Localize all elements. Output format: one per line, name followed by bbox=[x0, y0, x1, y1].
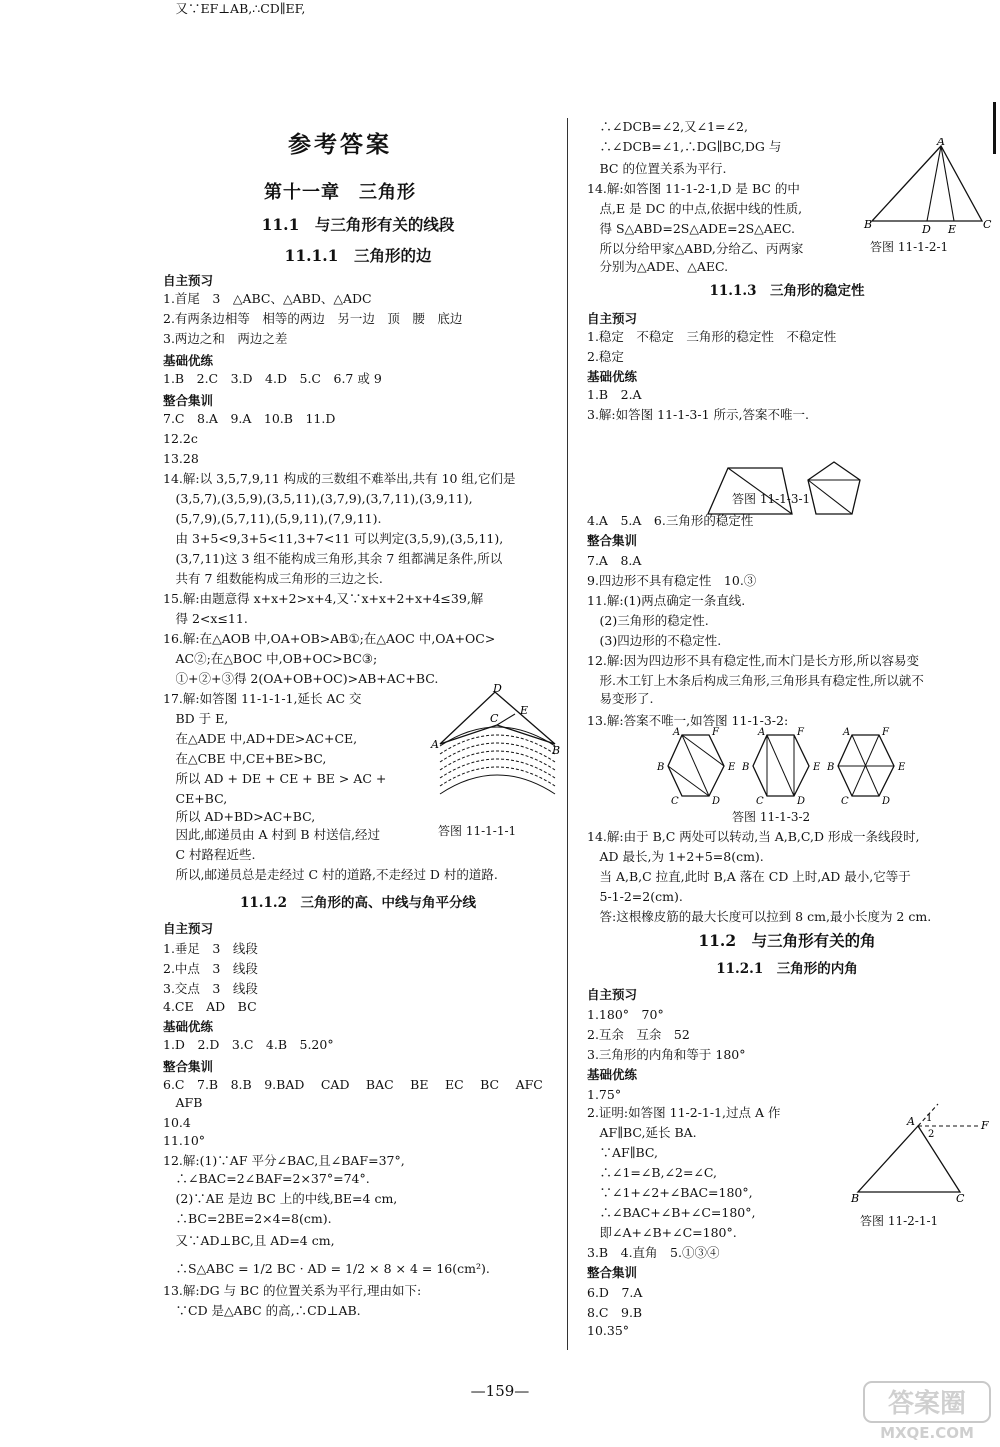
answer-line: 即∠A+∠B+∠C=180°. bbox=[587, 1225, 737, 1240]
svg-text:D: D bbox=[797, 796, 806, 804]
svg-text:A: A bbox=[758, 727, 766, 738]
section-label: 整合集训 bbox=[163, 393, 214, 408]
answer-line: 1.B 2.A bbox=[587, 387, 642, 402]
svg-text:E: E bbox=[898, 762, 906, 773]
svg-text:D: D bbox=[922, 223, 931, 233]
svg-text:A: A bbox=[843, 727, 851, 738]
svg-text:A: A bbox=[937, 138, 945, 148]
answer-line: 2.有两条边相等 相等的两边 另一边 顶 腰 底边 bbox=[163, 311, 463, 326]
answer-line: 14.解:以 3,5,7,9,11 构成的三数组不难举出,共有 10 组,它们是 bbox=[163, 471, 516, 486]
answer-line: 1.180° 70° bbox=[587, 1007, 664, 1022]
answer-line: ∴∠DCB=∠2,又∠1=∠2, bbox=[587, 119, 748, 134]
answer-line: 易变形了. bbox=[587, 691, 654, 706]
answer-line: 3.三角形的内角和等于 180° bbox=[587, 1047, 746, 1062]
page-number: —159— bbox=[470, 1382, 530, 1400]
svg-text:E: E bbox=[728, 762, 736, 773]
answer-line: 在△ADE 中,AD+DE>AC+CE, bbox=[163, 731, 358, 746]
page-title: 参考答案 bbox=[288, 131, 392, 158]
svg-text:D: D bbox=[712, 796, 721, 804]
answer-line: 形.木工钉上木条后构成三角形,三角形具有稳定性,所以就不 bbox=[587, 673, 924, 688]
svg-text:B: B bbox=[657, 762, 665, 773]
section-label: 自主预习 bbox=[587, 987, 638, 1002]
answer-line: 7.A 8.A bbox=[587, 553, 642, 568]
answer-line: 1.稳定 不稳定 三角形的稳定性 不稳定性 bbox=[587, 329, 837, 344]
answer-line: 又∵AD⊥BC,且 AD=4 cm, bbox=[163, 1233, 335, 1248]
answer-line: 所以分给甲家△ABD,分给乙、丙两家 bbox=[587, 241, 804, 256]
answer-line: 所以 AD + DE + CE + BE > AC + bbox=[163, 771, 387, 786]
svg-text:E: E bbox=[520, 704, 529, 717]
svg-text:F: F bbox=[797, 727, 804, 738]
answer-line: AF∥BC,延长 BA. bbox=[587, 1125, 697, 1140]
answer-line: 共有 7 组数能构成三角形的三边之长. bbox=[163, 571, 383, 586]
answer-line: BC 的位置关系为平行. bbox=[587, 161, 727, 176]
answer-line: ∴∠1=∠B,∠2=∠C, bbox=[587, 1165, 717, 1180]
svg-text:F: F bbox=[712, 727, 719, 738]
answer-line: 分别为△ADE、△AEC. bbox=[587, 259, 729, 274]
caption-fig-11-1-3-2: 答图 11-1-3-2 bbox=[732, 810, 811, 824]
answer-line: 7.C 8.A 9.A 10.B 11.D bbox=[163, 411, 336, 426]
svg-text:MXQE.COM: MXQE.COM bbox=[880, 1424, 974, 1442]
answer-line: C 村路程近些. bbox=[163, 847, 256, 862]
answer-line: 12.2c bbox=[163, 431, 198, 446]
answer-line: (5,7,9),(5,7,11),(5,9,11),(7,9,11). bbox=[163, 511, 382, 526]
answer-line: 13.28 bbox=[163, 451, 199, 466]
answer-line: 4.A 5.A 6.三角形的稳定性 bbox=[587, 513, 754, 528]
answer-line: 14.解:由于 B,C 两处可以转动,当 A,B,C,D 形成一条线段时, bbox=[587, 829, 920, 844]
answer-line: 1.垂足 3 线段 bbox=[163, 941, 258, 956]
caption-fig-11-1-3-1: 答图 11-1-3-1 bbox=[732, 492, 811, 506]
answer-line: 16.解:在△AOB 中,OA+OB>AB①;在△AOC 中,OA+OC> bbox=[163, 631, 496, 646]
answer-line: CE+BC, bbox=[163, 791, 228, 806]
answer-line: AD 最长,为 1+2+5=8(cm). bbox=[587, 849, 764, 864]
figure-11-1-1-1 bbox=[430, 684, 565, 809]
figure-11-1-3-2 bbox=[654, 726, 914, 804]
svg-text:C: C bbox=[983, 218, 992, 231]
svg-text:B: B bbox=[742, 762, 750, 773]
answer-line: 又∵EF⊥AB,∴CD∥EF, bbox=[163, 1, 306, 16]
answer-line: 3.两边之和 两边之差 bbox=[163, 331, 288, 346]
answer-line: ∴∠BAC=2∠BAF=2×37°=74°. bbox=[163, 1171, 370, 1186]
answer-line: 1.75° bbox=[587, 1087, 622, 1102]
answer-line: (2)三角形的稳定性. bbox=[587, 613, 709, 628]
answer-line: 10.35° bbox=[587, 1323, 630, 1338]
answer-line: 得 S△ABD=2S△ADE=2S△AEC. bbox=[587, 221, 796, 236]
caption-fig-11-2-1-1: 答图 11-2-1-1 bbox=[860, 1214, 939, 1228]
answer-line: 2.证明:如答图 11-2-1-1,过点 A 作 bbox=[587, 1105, 781, 1120]
answer-line: ∵CD 是△ABC 的高,∴CD⊥AB. bbox=[163, 1303, 361, 1318]
svg-text:E: E bbox=[813, 762, 821, 773]
answer-line: 1.D 2.D 3.C 4.B 5.20° bbox=[163, 1037, 334, 1052]
answer-line: 点,E 是 DC 的中点,依据中线的性质, bbox=[587, 201, 803, 216]
answer-line: 1.首尾 3 △ABC、△ABD、△ADC bbox=[163, 291, 372, 306]
answer-line: 2.中点 3 线段 bbox=[163, 961, 258, 976]
svg-text:2: 2 bbox=[928, 1129, 935, 1140]
svg-text:A: A bbox=[673, 727, 681, 738]
section-label: 整合集训 bbox=[587, 1265, 638, 1280]
answer-line: (3)四边形的不稳定性. bbox=[587, 633, 722, 648]
answer-line: 答:这根橡皮筋的最大长度可以拉到 8 cm,最小长度为 2 cm. bbox=[587, 909, 932, 924]
answer-line: 14.解:如答图 11-1-2-1,D 是 BC 的中 bbox=[587, 181, 800, 196]
svg-text:C: C bbox=[956, 1192, 965, 1205]
answer-line: ∴S△ABC = 1/2 BC · AD = 1/2 × 8 × 4 = 16(cm²). bbox=[163, 1261, 490, 1276]
answer-line: 8.C 9.B bbox=[587, 1305, 643, 1320]
watermark-logo bbox=[862, 1380, 992, 1442]
svg-text:C: C bbox=[756, 796, 764, 804]
section-heading: 11.2.1 三角形的内角 bbox=[716, 961, 858, 977]
answer-line: 所以,邮递员总是走经过 C 村的道路,不走经过 D 村的道路. bbox=[163, 867, 498, 882]
answer-line: 2.稳定 bbox=[587, 349, 624, 364]
answer-line: AFB bbox=[163, 1095, 203, 1110]
answer-line: 3.B 4.直角 5.①③④ bbox=[587, 1245, 720, 1260]
answer-line: ∴∠DCB=∠1,∴DG∥BC,DG 与 bbox=[587, 139, 782, 154]
answer-line: 11.10° bbox=[163, 1133, 206, 1148]
caption-fig-11-1-2-1: 答图 11-1-2-1 bbox=[870, 240, 949, 254]
svg-text:A: A bbox=[431, 738, 439, 751]
section-label: 自主预习 bbox=[163, 273, 214, 288]
answer-line: 10.4 bbox=[163, 1115, 191, 1130]
answer-line: 17.解:如答图 11-1-1-1,延长 AC 交 bbox=[163, 691, 362, 706]
svg-text:A: A bbox=[907, 1115, 915, 1128]
answer-line: (3,5,7),(3,5,9),(3,5,11),(3,7,9),(3,7,11),(3,9,11), bbox=[163, 491, 473, 506]
answer-line: 在△CBE 中,CE+BE>BC, bbox=[163, 751, 327, 766]
section-heading: 11.2 与三角形有关的角 bbox=[698, 931, 876, 950]
answer-line: 所以 AD+BD>AC+BC, bbox=[163, 809, 316, 824]
section-heading: 11.1.2 三角形的高、中线与角平分线 bbox=[240, 895, 476, 911]
figure-11-1-2-1 bbox=[862, 138, 992, 233]
svg-text:B: B bbox=[864, 218, 873, 231]
svg-text:D: D bbox=[882, 796, 891, 804]
answer-line: 11.解:(1)两点确定一条直线. bbox=[587, 593, 746, 608]
answer-line: ①+②+③得 2(OA+OB+OC)>AB+AC+BC. bbox=[163, 671, 439, 686]
answer-line: 3.交点 3 线段 bbox=[163, 981, 258, 996]
answer-line: 15.解:由题意得 x+x+2>x+4,又∵x+x+2+x+4≤39,解 bbox=[163, 591, 484, 606]
page-edge-mark bbox=[993, 102, 996, 154]
answer-line: 4.CE AD BC bbox=[163, 999, 257, 1014]
answer-line: 2.互余 互余 52 bbox=[587, 1027, 690, 1042]
section-label: 基础优练 bbox=[163, 1019, 214, 1034]
section-label: 基础优练 bbox=[587, 1067, 638, 1082]
section-label: 自主预习 bbox=[587, 311, 638, 326]
svg-text:B: B bbox=[851, 1192, 860, 1205]
answer-line: (3,7,11)这 3 组不能构成三角形,其余 7 组都满足条件,所以 bbox=[163, 551, 503, 566]
svg-text:F: F bbox=[981, 1119, 989, 1132]
caption-fig-11-1-1-1: 答图 11-1-1-1 bbox=[438, 824, 517, 838]
answer-line: 13.解:DG 与 BC 的位置关系为平行,理由如下: bbox=[163, 1283, 422, 1298]
svg-text:1: 1 bbox=[926, 1113, 933, 1124]
section-label: 整合集训 bbox=[587, 533, 638, 548]
answer-line: ∵∠1+∠2+∠BAC=180°, bbox=[587, 1185, 753, 1200]
column-divider bbox=[567, 118, 568, 1350]
svg-text:C: C bbox=[841, 796, 849, 804]
answer-line: BD 于 E, bbox=[163, 711, 229, 726]
svg-text:C: C bbox=[671, 796, 679, 804]
answer-line: 3.解:如答图 11-1-3-1 所示,答案不唯一. bbox=[587, 407, 809, 422]
answer-line: AC②;在△BOC 中,OB+OC>BC③; bbox=[163, 651, 378, 666]
section-label: 基础优练 bbox=[163, 353, 214, 368]
answer-line: 因此,邮递员由 A 村到 B 村送信,经过 bbox=[163, 827, 381, 842]
section-heading: 11.1.3 三角形的稳定性 bbox=[709, 283, 865, 299]
answer-line: 13.解:答案不唯一,如答图 11-1-3-2: bbox=[587, 713, 789, 728]
answer-line: 6.D 7.A bbox=[587, 1285, 643, 1300]
figure-11-2-1-1 bbox=[848, 1092, 998, 1207]
answer-line: 6.C 7.B 8.B 9.BAD CAD BAC BE EC BC AFC bbox=[163, 1077, 543, 1092]
section-heading: 11.1.1 三角形的边 bbox=[284, 246, 432, 265]
answer-line: (2)∵AE 是边 BC 上的中线,BE=4 cm, bbox=[163, 1191, 398, 1206]
answer-line: 12.解:因为四边形不具有稳定性,而木门是长方形,所以容易变 bbox=[587, 653, 920, 668]
svg-text:答案圈: 答案圈 bbox=[887, 1389, 967, 1419]
svg-text:D: D bbox=[493, 684, 502, 695]
svg-text:E: E bbox=[948, 223, 957, 233]
answer-line: ∴∠BAC+∠B+∠C=180°, bbox=[587, 1205, 756, 1220]
answer-line: 得 2<x≤11. bbox=[163, 611, 248, 626]
section-label: 自主预习 bbox=[163, 921, 214, 936]
answer-line: 当 A,B,C 拉直,此时 B,A 落在 CD 上时,AD 最小,它等于 bbox=[587, 869, 911, 884]
svg-text:B: B bbox=[827, 762, 835, 773]
svg-text:F: F bbox=[882, 727, 889, 738]
answer-line: 由 3+5<9,3+5<11,3+7<11 可以判定(3,5,9),(3,5,11), bbox=[163, 531, 504, 546]
svg-text:C: C bbox=[490, 712, 499, 725]
section-label: 基础优练 bbox=[587, 369, 638, 384]
answer-line: 1.B 2.C 3.D 4.D 5.C 6.7 或 9 bbox=[163, 371, 382, 386]
chapter-heading: 第十一章 三角形 bbox=[264, 182, 416, 203]
answer-line: 5-1-2=2(cm). bbox=[587, 889, 683, 904]
answer-line: 12.解:(1)∵AF 平分∠BAC,且∠BAF=37°, bbox=[163, 1153, 405, 1168]
answer-line: 9.四边形不具有稳定性 10.③ bbox=[587, 573, 757, 588]
section-label: 整合集训 bbox=[163, 1059, 214, 1074]
section-heading: 11.1 与三角形有关的线段 bbox=[261, 215, 455, 234]
answer-line: ∵AF∥BC, bbox=[587, 1145, 658, 1160]
svg-text:B: B bbox=[552, 744, 561, 757]
answer-line: ∴BC=2BE=2×4=8(cm). bbox=[163, 1211, 332, 1226]
